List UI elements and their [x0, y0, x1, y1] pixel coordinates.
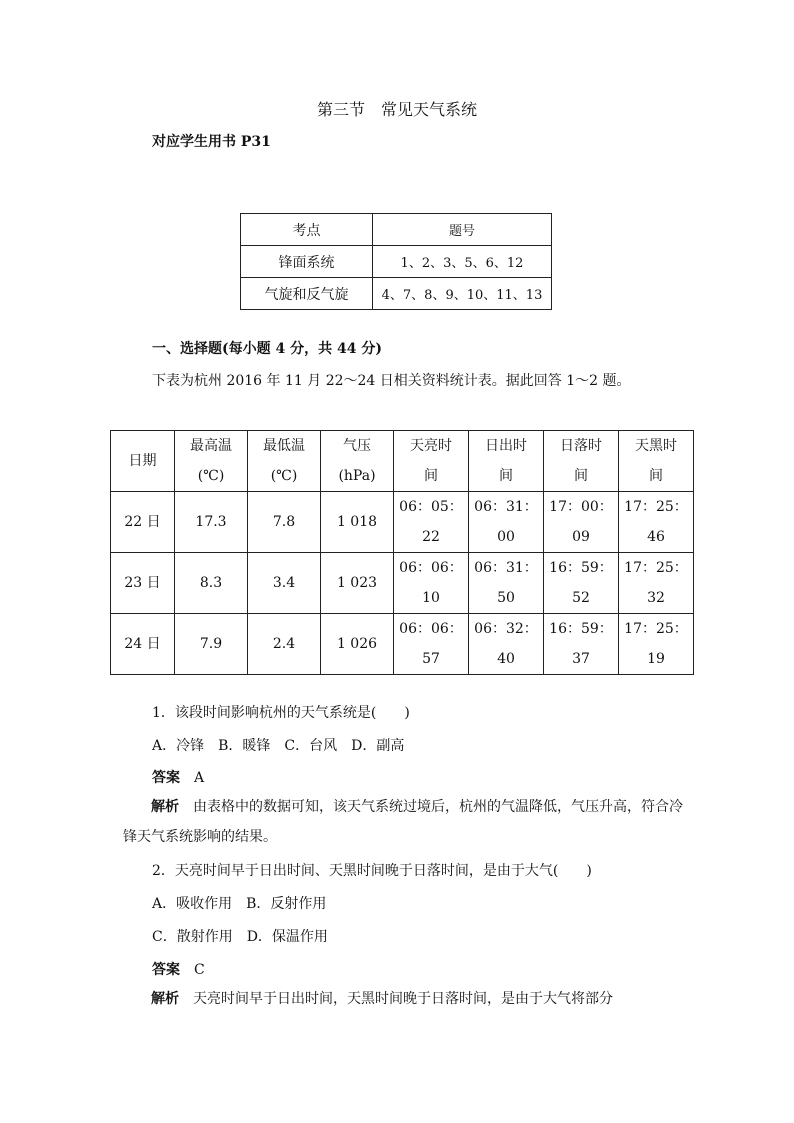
cell-line: 17：25： [624, 621, 688, 637]
section-intro: 下表为杭州 2016 年 11 月 22～24 日相关资料统计表。据此回答 1～2 题。 [152, 373, 631, 389]
table-cell [619, 492, 694, 553]
cell-line: 17：00： [549, 499, 613, 515]
question-2-options-line-1: A．吸收作用 B．反射作用 [152, 896, 327, 912]
table-cell [321, 614, 394, 675]
question-2-analysis [123, 984, 683, 1014]
cell-line: 2.4 [272, 636, 296, 652]
table-header-cell [175, 431, 248, 492]
table-header-cell [544, 431, 619, 492]
table-row [241, 246, 552, 278]
table-cell [619, 553, 694, 614]
table-cell [469, 553, 544, 614]
cell-line: 06：06： [399, 621, 463, 637]
cell-line: 46 [647, 529, 665, 545]
table-header-cell [469, 431, 544, 492]
cell-line: 37 [572, 651, 590, 667]
cell-line: 天黑时 [635, 438, 677, 454]
analysis-text: 天亮时间早于日出时间，天黑时间晚于日落时间，是由于大气将部分 [193, 991, 613, 1007]
table-row [111, 614, 694, 675]
question-1-analysis [123, 792, 683, 852]
cell-line: 日出时 [485, 438, 527, 454]
table-cell: 4、7、8、9、10、11、13 [373, 278, 552, 310]
table-cell [175, 614, 248, 675]
cell-line: 06：31： [474, 499, 538, 515]
table-cell [469, 614, 544, 675]
cell-line: 52 [572, 590, 590, 606]
question-2-answer [152, 959, 205, 979]
question-1-options: A．冷锋 B．暖锋 C．台风 D．副高 [152, 738, 405, 754]
table-cell [175, 553, 248, 614]
table-cell [544, 614, 619, 675]
question-2-options-line-2: C．散射作用 D．保温作用 [152, 929, 328, 945]
cell-line: 22 [422, 529, 440, 545]
table-cell [111, 492, 175, 553]
table-header-row [111, 431, 694, 492]
weather-data-table [110, 430, 694, 675]
cell-line: 1 018 [336, 514, 378, 530]
cell-line: 气压 [343, 438, 371, 454]
question-2-stem: 2．天亮时间早于日出时间、天黑时间晚于日落时间，是由于大气( ) [152, 863, 592, 879]
table-cell [175, 492, 248, 553]
cell-line: 间 [499, 468, 513, 484]
table-row [241, 278, 552, 310]
cell-line: 16：59： [549, 621, 613, 637]
cell-line: 06：05： [399, 499, 463, 515]
cell-line: 22 日 [124, 514, 161, 530]
table-cell [544, 492, 619, 553]
table-header-cell [321, 431, 394, 492]
cell-line: 1 026 [336, 636, 378, 652]
answer-value: A [194, 770, 205, 786]
answer-label: 答案 [152, 962, 180, 978]
table-header-row [241, 214, 552, 246]
cell-line: (℃) [270, 468, 298, 484]
table-row [111, 553, 694, 614]
cell-line: 09 [572, 529, 590, 545]
table-cell [248, 553, 321, 614]
cell-line: 日期 [128, 453, 157, 469]
cell-line: 3.4 [272, 575, 296, 591]
cell-line: 间 [649, 468, 663, 484]
table-cell [248, 492, 321, 553]
table-cell [394, 492, 469, 553]
table-header-cell [619, 431, 694, 492]
cell-line: 17：25： [624, 560, 688, 576]
cell-line: 06：31： [474, 560, 538, 576]
cell-line: 16：59： [549, 560, 613, 576]
table-header-cell [248, 431, 321, 492]
cell-line: 17：25： [624, 499, 688, 515]
cell-line: 最低温 [263, 438, 305, 454]
table-cell: 气旋和反气旋 [241, 278, 373, 310]
table-cell [394, 614, 469, 675]
cell-line: 19 [647, 651, 665, 667]
table-cell [321, 492, 394, 553]
table-header-cell [394, 431, 469, 492]
cell-line: 10 [422, 590, 440, 606]
analysis-label: 解析 [151, 991, 179, 1007]
cell-line: 间 [574, 468, 588, 484]
table-cell: 锋面系统 [241, 246, 373, 278]
answer-label: 答案 [152, 770, 180, 786]
cell-line: 天亮时 [410, 438, 452, 454]
cell-line: 24 日 [124, 636, 161, 652]
cell-line: 40 [497, 651, 515, 667]
answer-value: C [194, 962, 205, 978]
question-1-stem: 1．该段时间影响杭州的天气系统是( ) [152, 705, 410, 721]
table-cell [111, 614, 175, 675]
topic-table [240, 213, 552, 310]
cell-line: 17.3 [195, 514, 227, 530]
table-cell [321, 553, 394, 614]
table-header-cell: 题号 [373, 214, 552, 246]
cell-line: 57 [422, 651, 440, 667]
table-header-cell: 考点 [241, 214, 373, 246]
analysis-text: 由表格中的数据可知，该天气系统过境后，杭州的气温降低，气压升高，符合冷锋天气系统影响的结果。 [123, 799, 683, 845]
cell-line: 06：06： [399, 560, 463, 576]
table-cell [248, 614, 321, 675]
cell-line: 00 [497, 529, 515, 545]
cell-line: 最高温 [190, 438, 232, 454]
cell-line: (hPa) [338, 468, 376, 484]
cell-line: 32 [647, 590, 665, 606]
cell-line: 间 [424, 468, 438, 484]
cell-line: 日落时 [560, 438, 602, 454]
page-title: 第三节 常见天气系统 [316, 100, 477, 119]
table-row [111, 492, 694, 553]
cell-line: 06：32： [474, 621, 538, 637]
cell-line: (℃) [197, 468, 225, 484]
cell-line: 50 [497, 590, 515, 606]
section-heading: 一、选择题(每小题 4 分，共 44 分) [152, 341, 382, 357]
cell-line: 7.9 [199, 636, 223, 652]
textbook-page-reference: 对应学生用书 P31 [152, 134, 271, 150]
cell-line: 1 023 [336, 575, 378, 591]
cell-line: 8.3 [199, 575, 223, 591]
table-cell [111, 553, 175, 614]
cell-line: 23 日 [124, 575, 161, 591]
question-1-answer [152, 767, 204, 787]
table-cell: 1、2、3、5、6、12 [373, 246, 552, 278]
table-cell [469, 492, 544, 553]
table-cell [619, 614, 694, 675]
analysis-label: 解析 [151, 799, 179, 815]
cell-line: 7.8 [272, 514, 296, 530]
table-cell [394, 553, 469, 614]
table-cell [544, 553, 619, 614]
table-header-cell [111, 431, 175, 492]
